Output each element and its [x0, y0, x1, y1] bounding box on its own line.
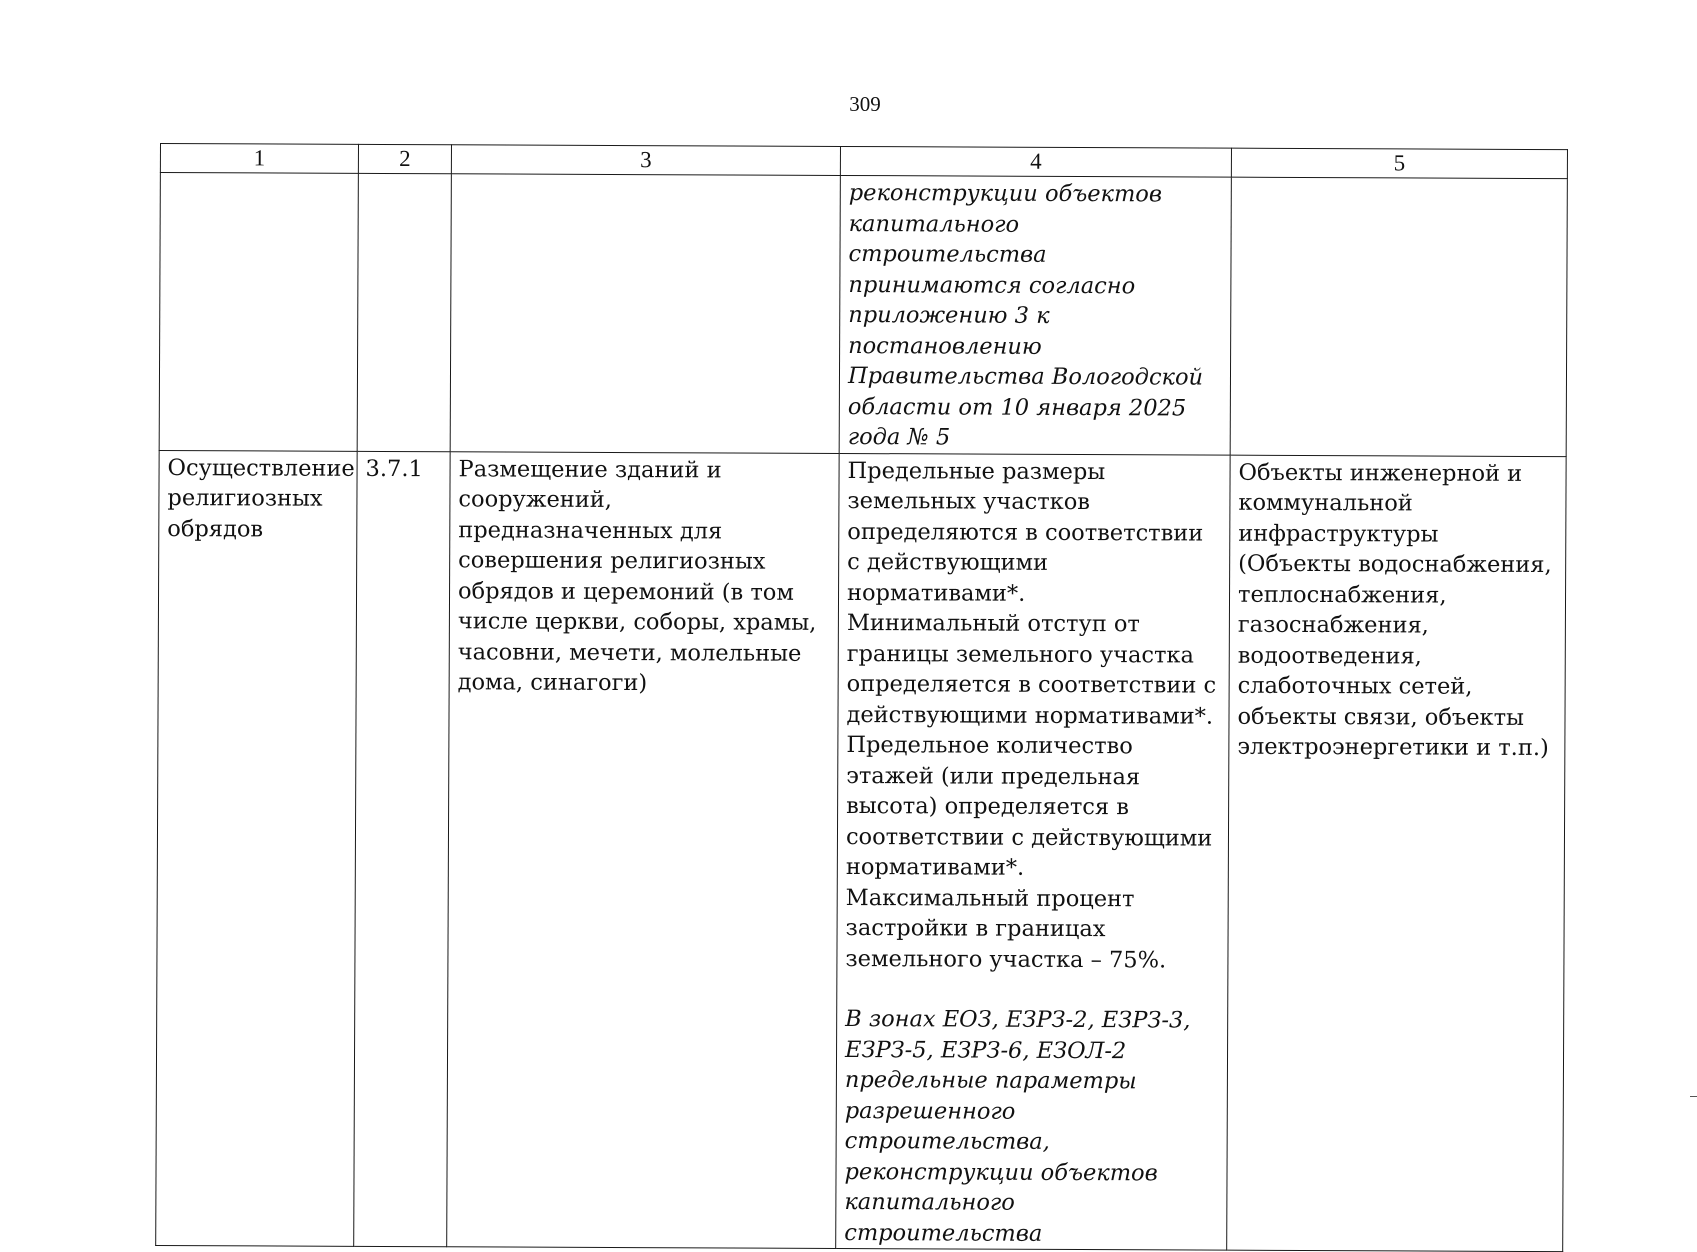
scan-mark — [1690, 1096, 1697, 1097]
zone-parameters-note: В зонах ЕОЗ, ЕЗРЗ-2, ЕЗРЗ-3, ЕЗРЗ-5, ЕЗРЗ-6, ЕЗОЛ-2 предельные параметры разрешенного строительства, реконструкции объектов капитального строительства — [844, 1005, 1191, 1247]
column-header-5: 5 — [1231, 148, 1567, 178]
column-header-4: 4 — [840, 146, 1231, 177]
cell-use-code: 3.7.1 — [354, 451, 450, 1247]
parameter-paragraph: Предельное количество этажей (или предельная высота) определяется в соответствии с действующими нормативами*. — [845, 732, 1213, 881]
cell-empty — [357, 173, 451, 451]
column-header-1: 1 — [160, 144, 358, 174]
parameter-paragraph: Минимальный отступ от границы земельного участка определяется в соответствии с действующими нормативами*. — [846, 610, 1217, 730]
cell-use-description: Размещение зданий и сооружений, предназначенных для совершения религиозных обрядов и церемоний (в том числе церкви, соборы, храмы, часовни, мечети, молельные дома, синагоги) — [447, 451, 839, 1248]
cell-empty — [450, 174, 840, 453]
table-row-religious-rites — [156, 450, 1566, 1252]
cell-parameters-continuation: реконструкции объектов капитального строительства принимаются согласно приложению 3 к постановлению Правительства Вологодской области от 10 января 2025 года № 5 — [839, 175, 1231, 454]
cell-parameters — [836, 453, 1230, 1250]
parameter-paragraph: Максимальный процент застройки в границах земельного участка – 75%. — [845, 884, 1167, 973]
cell-empty — [1230, 177, 1567, 456]
column-header-3: 3 — [451, 145, 840, 176]
column-header-2: 2 — [358, 144, 451, 173]
parameter-paragraph: Предельные размеры земельных участков определяются в соответствии с действующими нормативами*. — [846, 457, 1204, 607]
cell-use-name: Осуществление религиозных обрядов — [156, 450, 357, 1246]
cell-auxiliary-uses: Объекты инженерной и коммунальной инфраструктуры (Объекты водоснабжения, теплоснабжения, газоснабжения, водоотведения, слаботочных сетей, объекты связи, объекты электроэнергетики и т.п.) — [1227, 455, 1566, 1252]
page-number: 309 — [849, 92, 881, 116]
cell-empty — [159, 173, 358, 451]
regulations-table — [155, 143, 1568, 1252]
paragraph-gap — [845, 974, 1219, 1006]
table-row-continuation — [159, 173, 1567, 457]
